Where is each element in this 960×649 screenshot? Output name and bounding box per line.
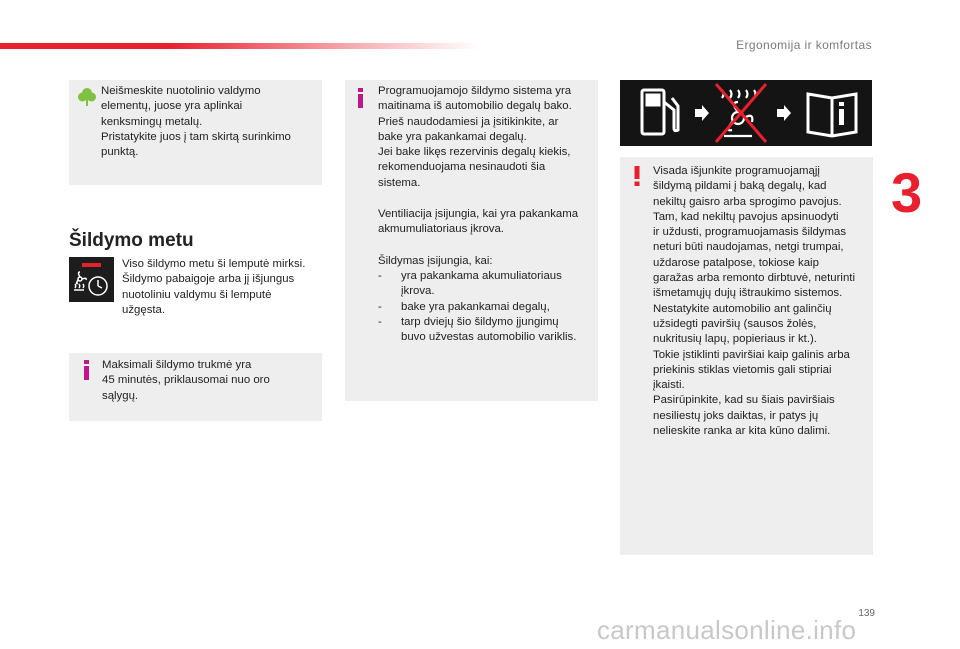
text-line: yra pakankama akumuliatoriaus [401, 269, 562, 282]
text-line: tarp dviejų šio šildymo įjungimų [401, 315, 559, 328]
text-line: Nestatykite automobilio ant galinčių [653, 302, 832, 315]
text-line: sistema. [378, 176, 421, 189]
text-line: išmetamųjų dujų ištraukimo sistemos. [653, 287, 843, 300]
text-line: Programuojamojo šildymo sistema yra [378, 85, 572, 97]
text-line: Jei bake likęs rezervinis degalų kiekis, [378, 146, 571, 159]
text-line: Tam, kad nekiltų pavojus apsinuodyti [653, 210, 839, 223]
text-line: Ventiliacija įsijungia, kai yra pakankama [378, 208, 579, 221]
arrow-right-icon [777, 105, 791, 121]
text-line: užsidegti paviršių (sausos žolės, [653, 317, 817, 330]
list-item [378, 300, 593, 315]
text-line: nukritusių lapų, popieriaus ir kt.). [653, 333, 817, 346]
eco-note-box [69, 80, 322, 185]
fuel-note-text [378, 84, 593, 345]
section-heading: Šildymo metu [69, 230, 194, 251]
fuel-note-box [345, 80, 598, 401]
text-line: garažas arba remonto dirbtuvė, neturinti [653, 272, 855, 285]
text-line: Viso šildymo metu ši lemputė mirksi. [122, 258, 306, 270]
text-line: maitinama iš automobilio degalų bako. [378, 100, 572, 113]
text-line: neturi būti naudojamas, netgi trumpai, [653, 241, 844, 254]
text-line: nekiltų gaisro arba sprogimo pavojus. [653, 195, 842, 208]
text-line: įkaisti. [653, 379, 685, 392]
duration-note-box [69, 353, 322, 421]
text-line: uždarose patalpose, tokiose kaip [653, 256, 819, 269]
text-line: sąlygų. [102, 389, 139, 402]
manual-book-info-icon [808, 94, 856, 136]
text-line: nuotoliniu valdymu ši lemputė [122, 288, 272, 301]
indicator-text [122, 257, 305, 318]
prohibition-cross [716, 84, 766, 142]
header-accent-bar [0, 43, 480, 49]
leaf-tree-icon [78, 87, 96, 112]
warning-note-text [653, 164, 855, 439]
page-number: 139 [858, 608, 875, 619]
text-line: Visada išjunkite programuojamąjį [653, 165, 820, 177]
text-line: 45 minutės, priklausomai nuo oro [102, 374, 270, 387]
text-line: elementų, juose yra aplinkai [101, 100, 243, 113]
text-line: Šildymo pabaigoje arba jį išjungus [122, 273, 295, 286]
text-line: Šildymas įsijungia, kai: [378, 254, 493, 267]
text-line: Pasirūpinkite, kad su šiais paviršiais [653, 394, 835, 407]
list-dash: - [378, 269, 382, 282]
heater-timer-indicator-icon [69, 257, 114, 302]
text-line: Neišmeskite nuotolinio valdymo [101, 85, 261, 97]
exclamation-icon [633, 166, 641, 191]
text-line: nelieskite ranka ar kita kūno dalimi. [653, 425, 831, 438]
text-line: punktą. [101, 146, 139, 159]
chapter-number: 3 [891, 161, 923, 224]
list-item [378, 269, 593, 300]
text-line: rekomenduojama nesinaudoti šia [378, 161, 546, 174]
text-line: buvo užvestas automobilio variklis. [401, 331, 577, 344]
text-line: bake yra pakankamai degalų, [401, 300, 550, 313]
text-line: Pristatykite juos į tam skirtą surinkimo [101, 130, 291, 143]
chapter-title: Ergonomija ir komfortas [736, 38, 872, 52]
watermark: carmanualsonline.info [597, 615, 857, 645]
fuel-pump-icon [642, 90, 678, 134]
list-item [378, 315, 593, 346]
text-line: kenksmingų metalų. [101, 115, 203, 128]
text-line: priekinis stiklas vietomis gali stipriai [653, 363, 832, 376]
eco-note-text [101, 84, 291, 160]
text-line: užgęsta. [122, 303, 166, 316]
info-icon [357, 88, 365, 113]
text-line: Maksimali šildymo trukmė yra [102, 359, 252, 371]
arrow-right-icon [695, 105, 709, 121]
text-line: įkrova. [401, 285, 435, 298]
list-dash: - [378, 315, 382, 328]
text-line: nesiliestų joks daiktas, ir patys jų [653, 409, 819, 422]
text-line: Prieš naudodamiesi ja įsitikinkite, ar [378, 115, 559, 128]
text-line: šildymą pildami į baką degalų, kad [653, 180, 827, 193]
text-line: bake yra pakankamai degalų. [378, 130, 527, 143]
text-line: Tokie įstiklinti paviršiai kaip galinis arba [653, 348, 850, 361]
duration-note-text [102, 358, 270, 404]
list-dash: - [378, 300, 382, 313]
warning-note-box [620, 157, 873, 555]
text-line: akmumuliatoriaus įkrova. [378, 223, 504, 236]
refuel-sequence-pictogram [620, 80, 872, 146]
text-line: ir uždusti, programuojamasis šildymas [653, 226, 847, 239]
info-icon [83, 360, 91, 385]
